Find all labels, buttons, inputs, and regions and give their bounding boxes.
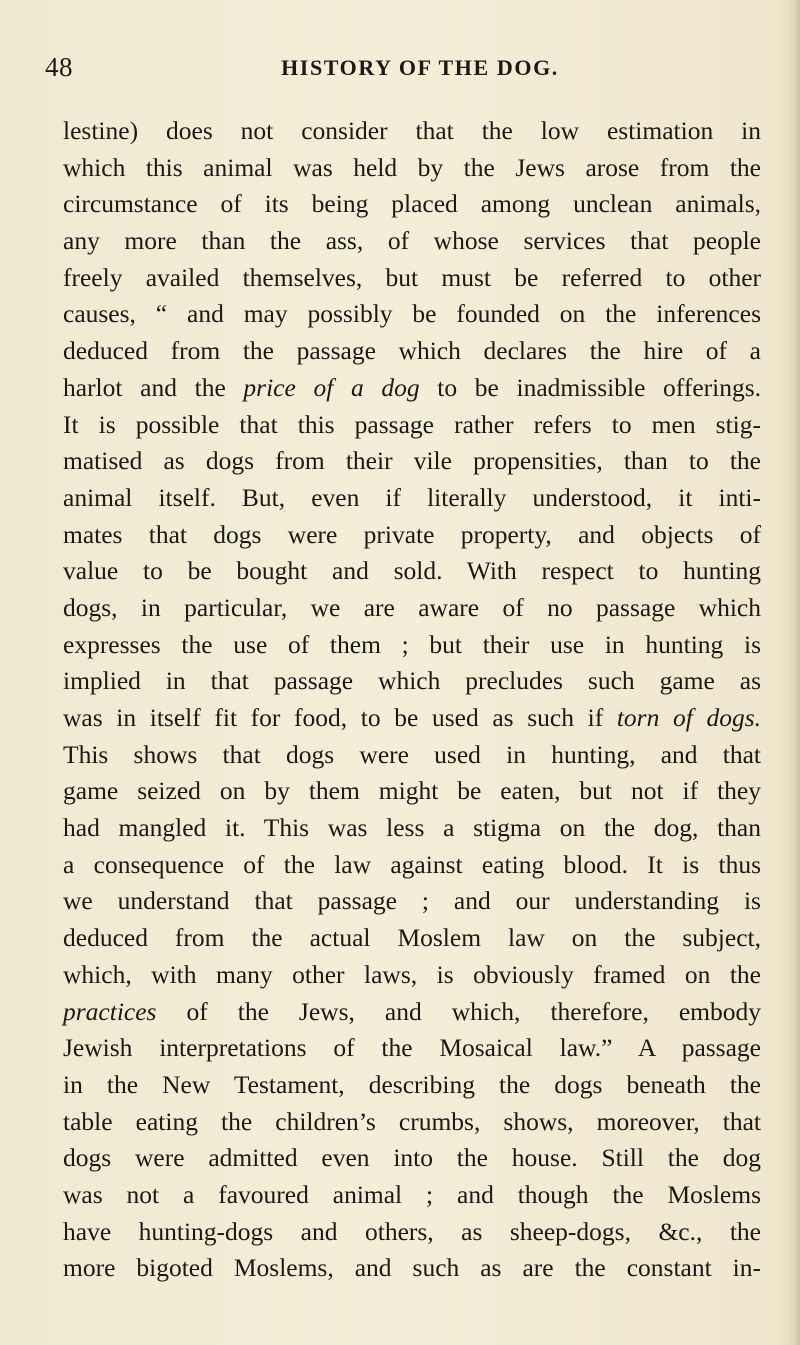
text-line: had mangled it. This was less a stigma on the dog, than — [63, 813, 761, 843]
text-line: we understand that passage ; and our understanding is — [63, 886, 761, 916]
italic-phrase: practices — [63, 996, 157, 1026]
text-line: matised as dogs from their vile propensities, than to the — [63, 446, 761, 476]
text-line: more bigoted Moslems, and such as are the constant in- — [63, 1253, 761, 1283]
italic-phrase: torn of dogs. — [616, 703, 761, 732]
text-line: which, with many other laws, is obviously framed on the — [63, 959, 761, 989]
text-line: was not a favoured animal ; and though the Moslems — [63, 1179, 761, 1209]
text-line: It is possible that this passage rather refers to men stig- — [63, 409, 761, 439]
text-line: circumstance of its being placed among unclean animals, — [63, 189, 761, 219]
text-segment: to be inadmissible offerings. — [419, 372, 762, 402]
text-line: Jewish interpretations of the Mosaical law.” A passage — [63, 1033, 761, 1063]
text-line: a consequence of the law against eating blood. It is thus — [63, 849, 761, 879]
body-text — [63, 113, 761, 1287]
text-line: which this animal was held by the Jews arose from the — [63, 152, 761, 182]
text-line: deduced from the passage which declares the hire of a — [63, 336, 761, 366]
text-line: dogs were admitted even into the house. Still the dog — [63, 1143, 761, 1173]
text-line: deduced from the actual Moslem law on the subject, — [63, 923, 761, 953]
text-line: in the New Testament, describing the dogs beneath the — [63, 1069, 761, 1099]
text-line: freely availed themselves, but must be referred to other — [63, 262, 761, 292]
text-line — [63, 370, 761, 407]
text-line: lestine) does not consider that the low estimation in — [63, 116, 761, 145]
text-line: This shows that dogs were used in hunting, and that — [63, 739, 761, 769]
text-segment: of the Jews, and which, therefore, embody — [156, 996, 761, 1026]
text-line: any more than the ass, of whose services that people — [63, 226, 761, 256]
text-segment: was in itself fit for food, to be used as such if — [63, 703, 617, 732]
text-line: value to be bought and sold. With respect to hunting — [63, 556, 761, 586]
text-line: expresses the use of them ; but their use in hunting is — [63, 629, 761, 659]
text-line: implied in that passage which precludes such game as — [63, 666, 761, 696]
page-edge-shadow — [790, 0, 800, 1345]
text-line — [63, 994, 761, 1031]
running-head: HISTORY OF THE DOG. — [281, 55, 559, 80]
text-line: have hunting-dogs and others, as sheep-dogs, &c., the — [63, 1216, 761, 1246]
text-segment: harlot and the — [63, 372, 244, 402]
text-line: table eating the children’s crumbs, shows, moreover, that — [63, 1106, 761, 1136]
text-line: animal itself. But, even if literally understood, it inti- — [63, 482, 761, 512]
text-line: dogs, in particular, we are aware of no passage which — [63, 592, 761, 622]
italic-phrase: price of a dog — [243, 372, 420, 402]
text-line: causes, “ and may possibly be founded on the inferences — [63, 299, 761, 329]
text-line: mates that dogs were private property, and objects of — [63, 519, 761, 549]
page-header — [45, 52, 775, 86]
page-number: 48 — [45, 52, 73, 82]
text-line: game seized on by them might be eaten, but not if they — [63, 776, 761, 806]
text-line — [63, 700, 761, 737]
